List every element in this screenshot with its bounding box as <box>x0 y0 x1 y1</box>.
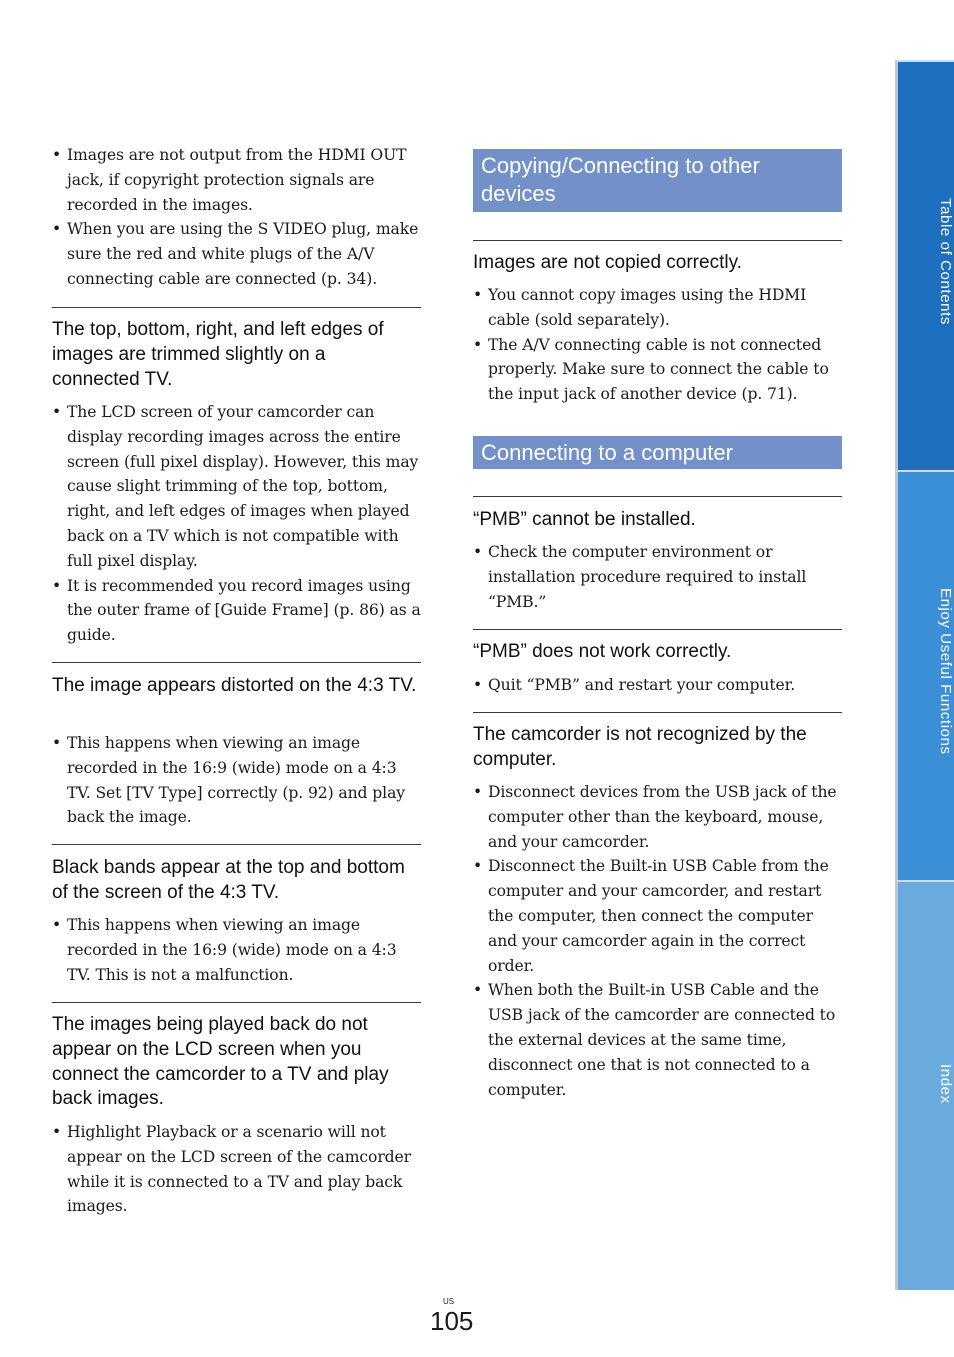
tab-label: Enjoy Useful Functions <box>937 588 954 755</box>
list-item: • Images are not output from the HDMI OUT jack, if copyright protection signals are recorded in the images. <box>52 143 421 217</box>
problem-heading: The images being played back do not appear on the LCD screen when you connect the camcorder to a TV and play back images. <box>52 1014 389 1110</box>
list-item: • Disconnect the Built-in USB Cable from the computer and your camcorder, and restart the computer, then connect the computer and your camcorder again in the correct order. <box>473 854 842 978</box>
list-item: • Disconnect devices from the USB jack of the computer other than the keyboard, mouse, and your camcorder. <box>473 780 842 854</box>
list-item: • It is recommended you record images using the outer frame of [Guide Frame] (p. 86) as a guide. <box>52 574 421 648</box>
intro-bullet-list <box>52 143 421 292</box>
divider <box>473 712 842 713</box>
section-header: Connecting to a computer <box>473 436 842 469</box>
divider <box>52 1002 421 1003</box>
bullet-list <box>473 780 842 1102</box>
list-item: • Highlight Playback or a scenario will not appear on the LCD screen of the camcorder while it is connected to a TV and play back images. <box>52 1120 421 1219</box>
tab-table-of-contents[interactable] <box>895 60 954 470</box>
problem-heading: The top, bottom, right, and left edges of images are trimmed slightly on a connected TV. <box>52 319 384 390</box>
list-item: • This happens when viewing an image recorded in the 16:9 (wide) mode on a 4:3 TV. This is not a malfunction. <box>52 913 421 987</box>
divider <box>473 629 842 630</box>
bullet-list <box>473 283 842 407</box>
list-item: • Check the computer environment or installation procedure required to install “PMB.” <box>473 540 813 614</box>
tab-index[interactable] <box>895 880 954 1290</box>
divider <box>52 307 421 308</box>
list-item: • This happens when viewing an image recorded in the 16:9 (wide) mode on a 4:3 TV. Set [TV Type] correctly (p. 92) and play back the image. <box>52 731 421 830</box>
bullet-list <box>473 673 842 698</box>
list-item: • You cannot copy images using the HDMI cable (sold separately). <box>473 283 842 333</box>
bullet-list <box>52 400 421 648</box>
tab-label: Table of Contents <box>937 198 954 325</box>
list-item: • Quit “PMB” and restart your computer. <box>473 673 842 698</box>
divider <box>473 240 842 241</box>
problem-heading: Black bands appear at the top and bottom of the screen of the 4:3 TV. <box>52 857 405 903</box>
bullet-list <box>52 731 421 830</box>
tab-enjoy-useful-functions[interactable] <box>895 470 954 880</box>
bullet-list <box>473 540 813 614</box>
list-item: • The A/V connecting cable is not connected properly. Make sure to connect the cable to the input jack of another device (p. 71). <box>473 333 842 407</box>
bullet-list <box>52 1120 421 1219</box>
divider <box>473 496 842 497</box>
list-item: • When both the Built-in USB Cable and the USB jack of the camcorder are connected to the external devices at the same time, disconnect one that is not connected to a computer. <box>473 978 842 1102</box>
section-header: Copying/Connecting to other devices <box>473 149 842 212</box>
page-number: 105 <box>430 1306 474 1336</box>
problem-heading: “PMB” cannot be installed. <box>473 509 696 530</box>
divider <box>52 662 421 663</box>
bullet-list <box>52 913 421 987</box>
problem-heading: Images are not copied correctly. <box>473 252 742 273</box>
divider <box>52 844 421 845</box>
problem-heading: The camcorder is not recognized by the computer. <box>473 724 807 770</box>
problem-heading: “PMB” does not work correctly. <box>473 641 732 662</box>
tab-label: Index <box>937 1064 954 1104</box>
problem-heading: The image appears distorted on the 4:3 TV. <box>52 675 417 696</box>
list-item: • The LCD screen of your camcorder can display recording images across the entire screen (full pixel display). However, this may cause slight trimming of the top, bottom, right, and left edges of images when played back on a TV which is not compatible with full pixel display. <box>52 400 421 574</box>
list-item: • When you are using the S VIDEO plug, make sure the red and white plugs of the A/V connecting cable are connected (p. 34). <box>52 217 421 291</box>
region-code: US <box>443 1297 455 1306</box>
